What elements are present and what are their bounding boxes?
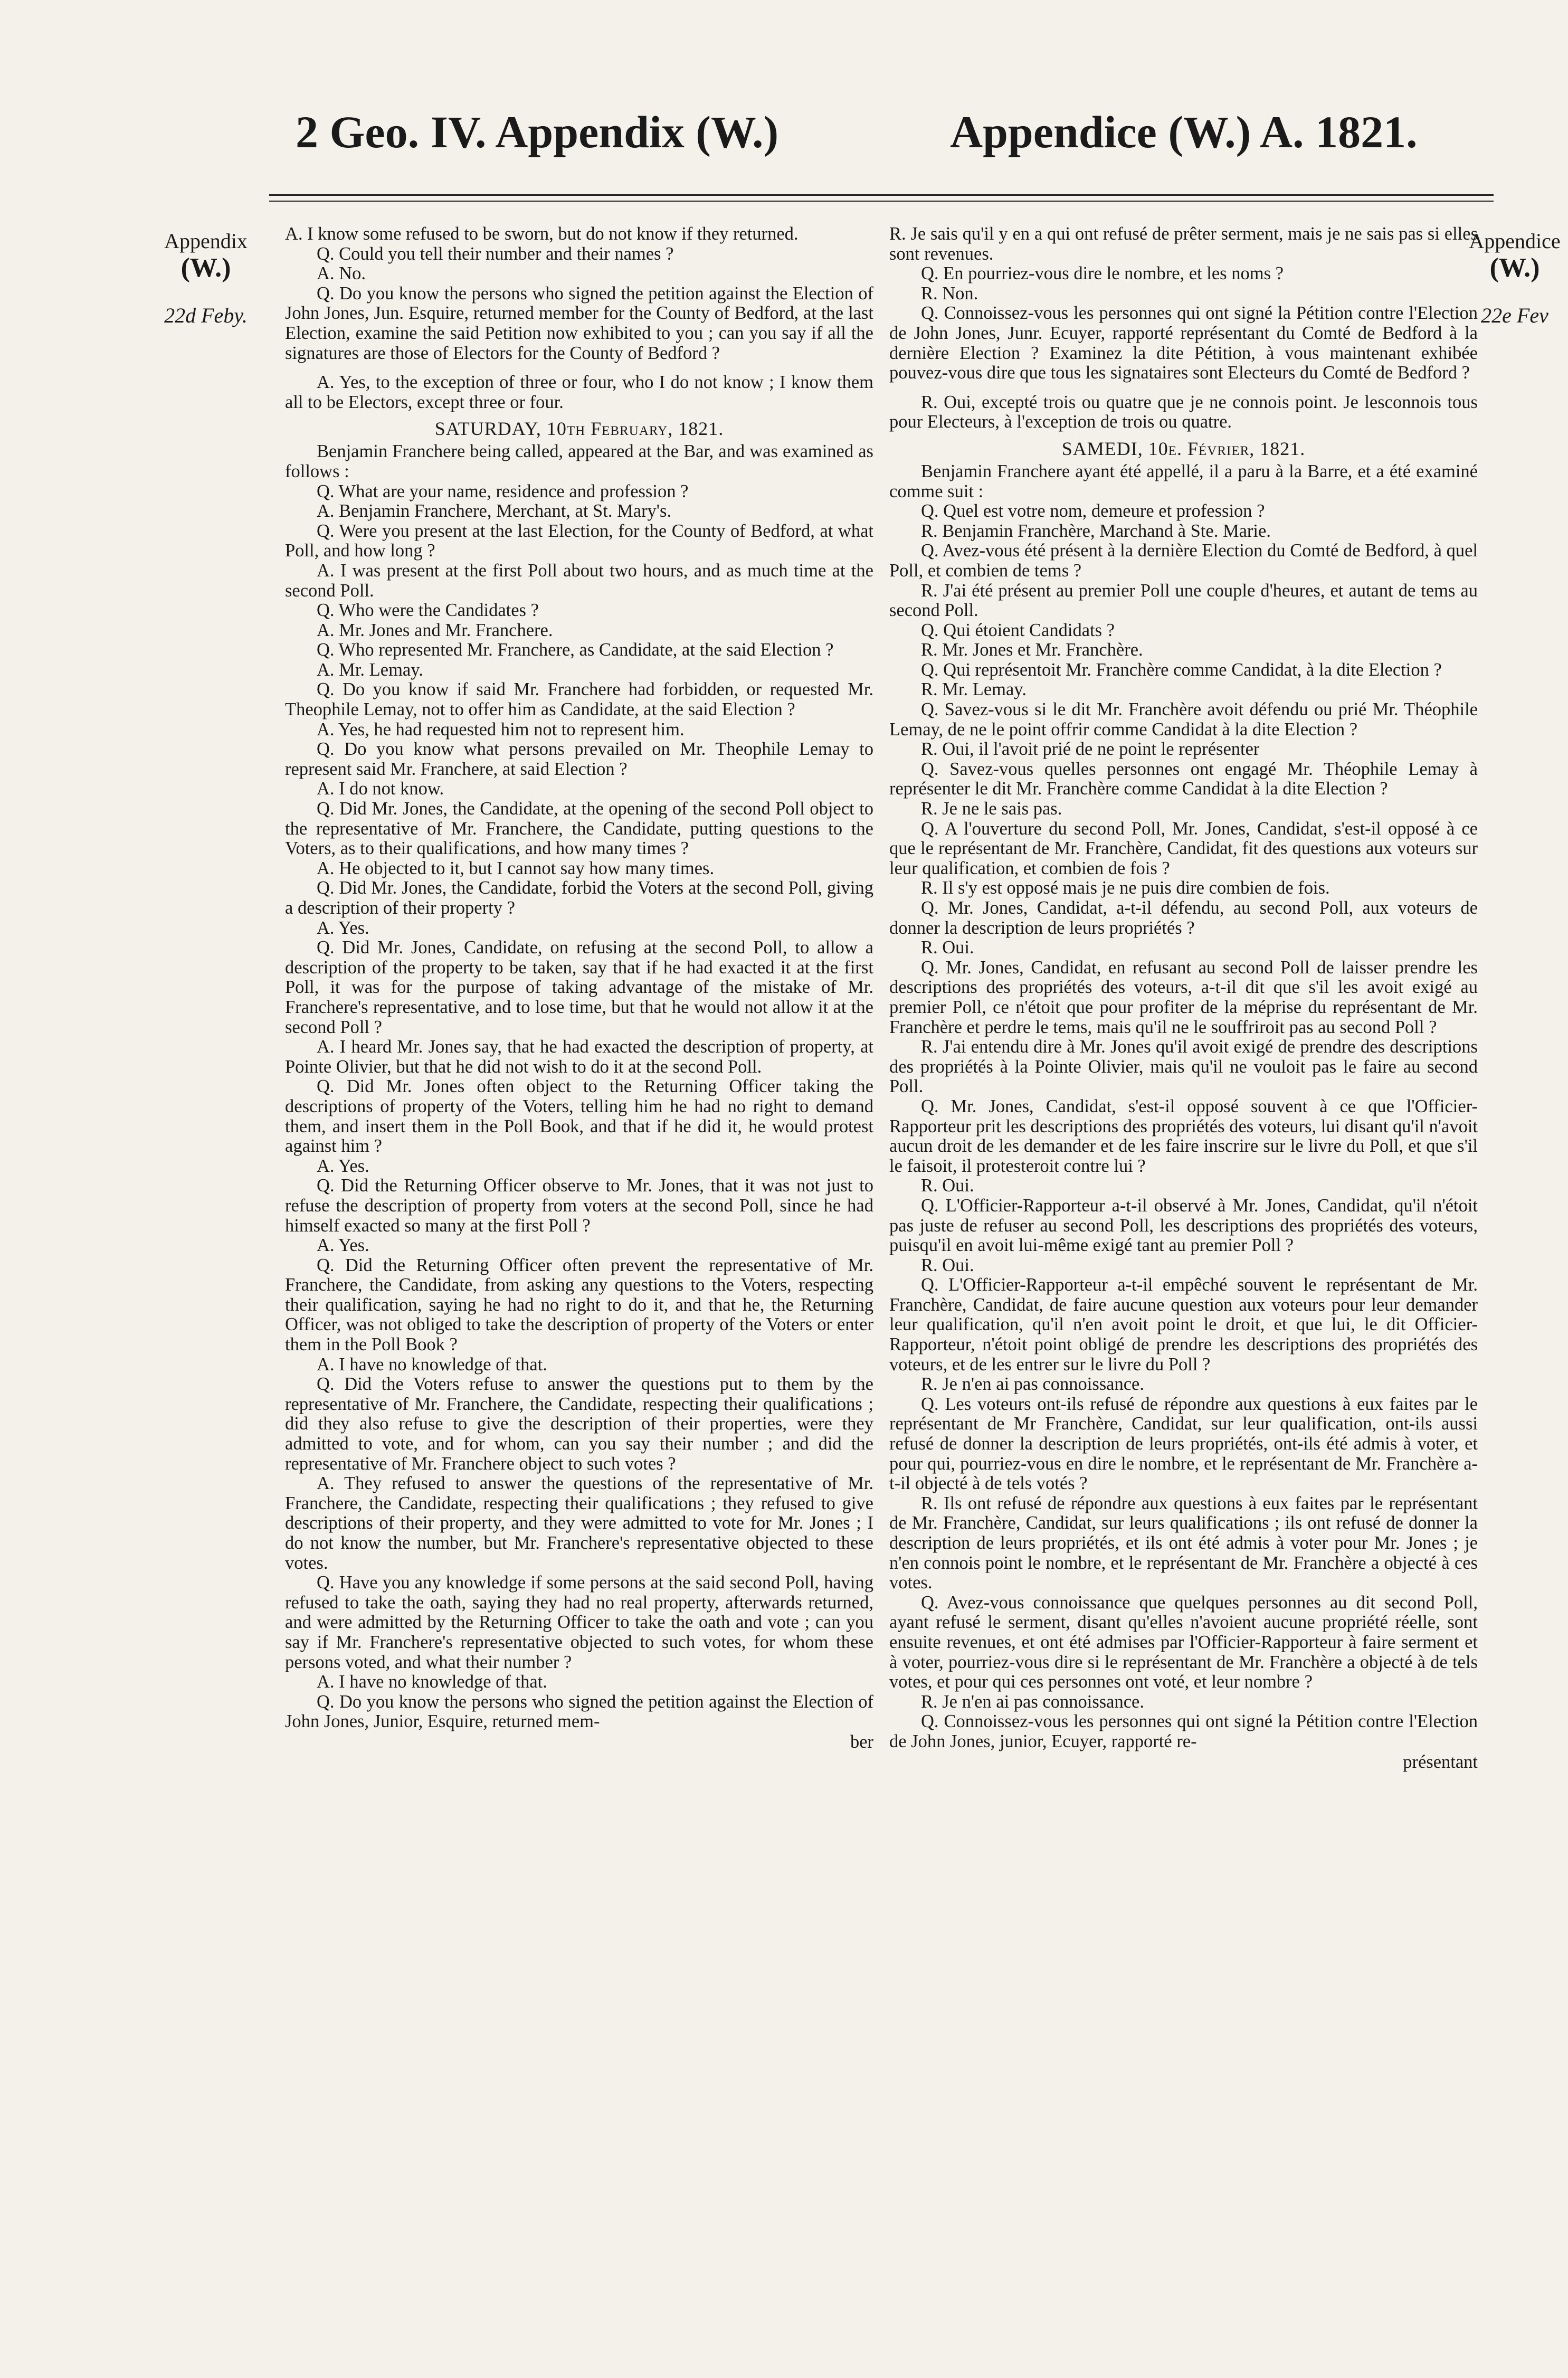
- testimony-line: Q. Were you present at the last Election, for the County of Bedford, at what Poll, and how long ?: [285, 520, 873, 561]
- testimony-line: Q. Connoissez-vous les personnes qui ont signé la Pétition contre l'Election de John Jones, junior, Ecuyer, rapporté re-: [889, 1711, 1478, 1751]
- testimony-line: A. Yes, to the exception of three or four, who I do not know ; I know them all to be Electors, except three or four.: [285, 372, 873, 412]
- header-rule-thin: [269, 201, 1494, 202]
- testimony-line: R. Oui, il l'avoit prié de ne point le représenter: [921, 739, 1260, 760]
- testimony-line: Q. Did Mr. Jones, the Candidate, at the opening of the second Poll object to the representative of Mr. Franchere, the Candidate, putting questions to the Voters, as to their qualifications, and how many times ?: [285, 799, 873, 859]
- testimony-line: Q. Connoissez-vous les personnes qui ont signé la Pétition contre l'Election de John Jones, Junr. Ecuyer, rapporté représentant du Comté de Bedford à la dernière Election ? Examinez la dite Pétition, à vous maintenant exhibée pouvez-vous dire que tous les signataires sont Electeurs du Comté de Bedford ?: [889, 303, 1478, 383]
- testimony-line: Q. Mr. Jones, Candidat, s'est-il opposé souvent à ce que l'Officier-Rapporteur prit les descriptions des propriétés des voteurs, lui disant qu'il n'avoit aucun droit de les demander et de les faire inscrire sur le livre du Poll, et que s'il le faisoit, il protesteroit contre lui ?: [889, 1096, 1478, 1176]
- testimony-line: A. No.: [317, 263, 366, 284]
- testimony-line: Q. Do you know if said Mr. Franchere had forbidden, or requested Mr. Theophile Lemay, not to offer him as Candidate, at the said Election ?: [285, 679, 873, 720]
- testimony-line: A. I heard Mr. Jones say, that he had exacted the description of property, at Pointe Olivier, but that he did not wish to do it at the second Poll.: [285, 1037, 873, 1077]
- testimony-line: R. Mr. Lemay.: [921, 679, 1027, 700]
- testimony-line: Q. Do you know the persons who signed the petition against the Election of John Jones, Jun. Esquire, returned member for the County of Bedford, at the last Election, examine the said Petition now exhibited to you ; can you say if all the signatures are those of Electors for the County of Bedford ?: [285, 283, 873, 363]
- testimony-line: R. Benjamin Franchère, Marchand à Ste. Marie.: [921, 520, 1271, 541]
- testimony-line: Q. Avez-vous été présent à la dernière Election du Comté de Bedford, à quel Poll, et combien de tems ?: [889, 541, 1478, 581]
- testimony-line: Q. Did Mr. Jones, Candidate, on refusing at the second Poll, to allow a description of the property to be taken, say that if he had exacted it at the first Poll, it was for the purpose of taking advantage of the mistake of Mr. Franchere's representative, and to lose time, but that he would not allow it at the second Poll ?: [285, 937, 873, 1037]
- testimony-line: Q. Who represented Mr. Franchere, as Candidate, at the said Election ?: [317, 640, 834, 660]
- testimony-line: Q. Savez-vous quelles personnes ont engagé Mr. Théophile Lemay à représenter le dit Mr. Franchère comme Candidat à la dite Election ?: [889, 759, 1478, 799]
- testimony-line: Q. Who were the Candidates ?: [317, 600, 539, 621]
- testimony-line: R. Oui.: [921, 1255, 974, 1275]
- testimony-line: R. Ils ont refusé de répondre aux questions à eux faites par le représentant de Mr. Franchère, Candidat, sur leurs qualifications ; ils ont refusé de donner la description de leurs propriétés, et ils ont été admis à voter pour Mr. Jones ; je n'en connois point le nombre, et le représentant de Mr. Franchère a objecté à ces votes.: [889, 1493, 1478, 1593]
- spacer: [889, 383, 1478, 393]
- testimony-line: Q. En pourriez-vous dire le nombre, et les noms ?: [921, 263, 1284, 284]
- testimony-line: Q. Quel est votre nom, demeure et profession ?: [921, 501, 1265, 522]
- sitting-dateline: SATURDAY, 10th February, 1821.: [434, 418, 724, 440]
- english-column: [285, 224, 873, 2330]
- testimony-line: Q. Avez-vous connoissance que quelques personnes au dit second Poll, ayant refusé le serment, disant qu'elles n'avoient aucune propriété réelle, sont ensuite revenues, et ont été admises par l'Officier-Rapporteur à faire serment et à voter, pourriez-vous dire si le représentant de Mr. Franchère a objecté à de tels votes, et pour qui ces personnes ont voté, et leur nombre ?: [889, 1592, 1478, 1692]
- testimony-line: Q. L'Officier-Rapporteur a-t-il observé à Mr. Jones, Candidat, qu'il n'étoit pas juste de refuser au second Poll, les descriptions des propriétés des voteurs, puisqu'il en avoit lui-même exigé tant au premier Poll ?: [889, 1195, 1478, 1256]
- testimony-line: R. Mr. Jones et Mr. Franchère.: [921, 640, 1143, 660]
- testimony-line: Q. Do you know the persons who signed the petition against the Election of John Jones, Junior, Esquire, returned mem-: [285, 1691, 873, 1732]
- testimony-line: Q. L'Officier-Rapporteur a-t-il empêché souvent le représentant de Mr. Franchère, Candidat, de faire aucune question aux voteurs pour leur demander leur qualification, qu'il n'en avoit point le droit, et que lui, le dit Officier-Rapporteur, n'étoit point obligé de prendre les descriptions des propriétés des voteurs, et de les entrer sur le livre du Poll ?: [889, 1275, 1478, 1375]
- testimony-line: A. They refused to answer the questions of the representative of Mr. Franchere, the Candidate, respecting their qualifications ; they refused to give descriptions of their property, and they were admitted to vote for Mr. Jones ; I do not know the number, but Mr. Franchere's representative objected to these votes.: [285, 1473, 873, 1573]
- testimony-line: Q. Les voteurs ont-ils refusé de répondre aux questions à eux faites par le représentant de Mr Franchère, Candidat, sur leur qualification, ont-ils aussi refusé de donner la description de leurs propriétés, ont-ils été admis à voter, et pour qui, pourriez-vous en dire le nombre, et le représentant de Mr. Franchère a-t-il objecté à de tels votés ?: [889, 1394, 1478, 1494]
- witness-intro: Benjamin Franchere ayant été appellé, il a paru à la Barre, et a été examiné comme suit :: [889, 461, 1478, 501]
- testimony-line: R. J'ai été présent au premier Poll une couple d'heures, et autant de tems au second Poll.: [889, 580, 1478, 621]
- spacer: [285, 363, 873, 373]
- testimony-line: Q. Did Mr. Jones, the Candidate, forbid the Voters at the second Poll, giving a description of their property ?: [285, 878, 873, 918]
- margin-appendice-label: Appendice: [1469, 229, 1561, 253]
- margin-date: 22d Feby.: [164, 304, 248, 328]
- testimony-line: A. Yes.: [317, 1155, 369, 1176]
- sitting-dateline: SAMEDI, 10e. Février, 1821.: [1061, 438, 1306, 459]
- testimony-line: R. Oui.: [921, 937, 974, 958]
- left-margin-note: [153, 230, 259, 327]
- testimony-line: Q. Did the Returning Officer often prevent the representative of Mr. Franchere, the Candidate, from asking any questions to the Voters, respecting their qualification, saying he had no right to do it, and that he, the Returning Officer, was not obliged to take the description of property of the Voters or enter them in the Poll Book ?: [285, 1255, 873, 1355]
- testimony-line: R. Oui, excepté trois ou quatre que je ne connois point. Je lesconnois tous pour Electeurs, à l'exception de trois ou quatre.: [889, 392, 1478, 432]
- testimony-line: Q. Did the Voters refuse to answer the questions put to them by the representative of Mr. Franchere, the Candidate, respecting their qualifications ; did they also refuse to give the description of their properties, were they admitted to vote, and for whom, can you say their number ; and did the representative of Mr. Franchere object to such votes ?: [285, 1374, 873, 1474]
- testimony-line: R. Je ne le sais pas.: [921, 799, 1062, 819]
- testimony-line: Q. Qui représentoit Mr. Franchère comme Candidat, à la dite Election ?: [921, 659, 1442, 680]
- testimony-line: A. Mr. Jones and Mr. Franchere.: [317, 620, 553, 640]
- testimony-line: Q. Mr. Jones, Candidat, en refusant au second Poll de laisser prendre les descriptions des propriétés des voteurs, a-t-il dit que s'il les avoit exigé au premier Poll, ce n'étoit que pour profiter de la méprise du représentant de Mr. Franchère et perdre le tems, mais qu'il ne le souffriroit pas au second Poll ?: [889, 957, 1478, 1037]
- header-rule-thick: [269, 194, 1494, 196]
- header-right-title: Appendice (W.) A. 1821.: [950, 107, 1418, 157]
- testimony-line: Q. What are your name, residence and profession ?: [317, 481, 689, 501]
- testimony-line: Q. Qui étoient Candidats ?: [921, 620, 1115, 640]
- testimony-line: R. J'ai entendu dire à Mr. Jones qu'il avoit exigé de prendre des descriptions des propriétés à la Pointe Olivier, mais qu'il ne vouloit pas le faire au second Poll.: [889, 1037, 1478, 1097]
- testimony-line: A. Yes, he had requested him not to represent him.: [317, 719, 685, 740]
- margin-appendix-letter: (W.): [180, 253, 231, 283]
- testimony-line: Q. Did Mr. Jones often object to the Returning Officer taking the descriptions of property of the Voters, telling him he had no right to demand them, and insert them in the Poll Book, and that if he did it, he would protest against him ?: [285, 1076, 873, 1157]
- header-left-title: 2 Geo. IV. Appendix (W.): [296, 107, 779, 157]
- testimony-line: R. Non.: [921, 283, 978, 304]
- testimony-line: R. Je n'en ai pas connoissance.: [921, 1691, 1144, 1712]
- french-column: [889, 224, 1478, 2330]
- catchword: ber: [850, 1731, 873, 1752]
- testimony-line: A. Yes.: [317, 1235, 369, 1256]
- testimony-line: Q. Mr. Jones, Candidat, a-t-il défendu, au second Poll, aux voteurs de donner la description de leurs propriétés ?: [889, 898, 1478, 938]
- testimony-line: A. Mr. Lemay.: [317, 659, 423, 680]
- catchword: présentant: [1403, 1751, 1478, 1772]
- witness-intro: Benjamin Franchere being called, appeared at the Bar, and was examined as follows :: [285, 441, 873, 481]
- page-header: [0, 106, 1568, 185]
- testimony-line: A. I do not know.: [317, 779, 444, 799]
- testimony-line: R. Oui.: [921, 1176, 974, 1196]
- margin-appendice-letter: (W.): [1489, 253, 1540, 283]
- testimony-line: Q. Did the Returning Officer observe to Mr. Jones, that it was not just to refuse the description of property from voters at the second Poll, since he had himself exacted so many at the first Poll ?: [285, 1176, 873, 1236]
- testimony-line: R. Je n'en ai pas connoissance.: [921, 1374, 1144, 1395]
- testimony-line: Q. Savez-vous si le dit Mr. Franchère avoit défendu ou prié Mr. Théophile Lemay, de ne le point offrir comme Candidat à la dite Election ?: [889, 699, 1478, 740]
- testimony-line: Q. Could you tell their number and their names ?: [317, 243, 674, 264]
- testimony-line: A. Yes.: [317, 917, 369, 938]
- right-margin-note: [1462, 230, 1567, 327]
- testimony-line: A. I have no knowledge of that.: [317, 1672, 547, 1692]
- testimony-line: A. I was present at the first Poll about two hours, and as much time at the second Poll.: [285, 560, 873, 601]
- margin-date-fr: 22e Fev: [1481, 304, 1548, 328]
- testimony-line: R. Je sais qu'il y en a qui ont refusé de prêter serment, mais je ne sais pas si elles sont revenues.: [889, 224, 1478, 264]
- testimony-line: A. I know some refused to be sworn, but do not know if they returned.: [285, 224, 799, 244]
- testimony-line: Q. Do you know what persons prevailed on Mr. Theophile Lemay to represent said Mr. Franchere, at said Election ?: [285, 739, 873, 779]
- testimony-line: R. Il s'y est opposé mais je ne puis dire combien de fois.: [921, 878, 1330, 898]
- testimony-line: Q. Have you any knowledge if some persons at the said second Poll, having refused to take the oath, saying they had no real property, afterwards returned, and were admitted by the Returning Officer to take the oath and vote ; can you say if Mr. Franchere's representative objected to such votes, for whom these persons voted, and what their number ?: [285, 1572, 873, 1672]
- testimony-line: A. Benjamin Franchere, Merchant, at St. Mary's.: [317, 501, 672, 522]
- testimony-line: A. He objected to it, but I cannot say how many times.: [317, 858, 715, 878]
- testimony-line: A. I have no knowledge of that.: [317, 1354, 547, 1375]
- testimony-line: Q. A l'ouverture du second Poll, Mr. Jones, Candidat, s'est-il opposé à ce que le représentant de Mr. Franchère, Candidat, fit des questions aux voteurs sur leur qualification, et combien de fois ?: [889, 818, 1478, 878]
- margin-appendix-label: Appendix: [164, 229, 248, 253]
